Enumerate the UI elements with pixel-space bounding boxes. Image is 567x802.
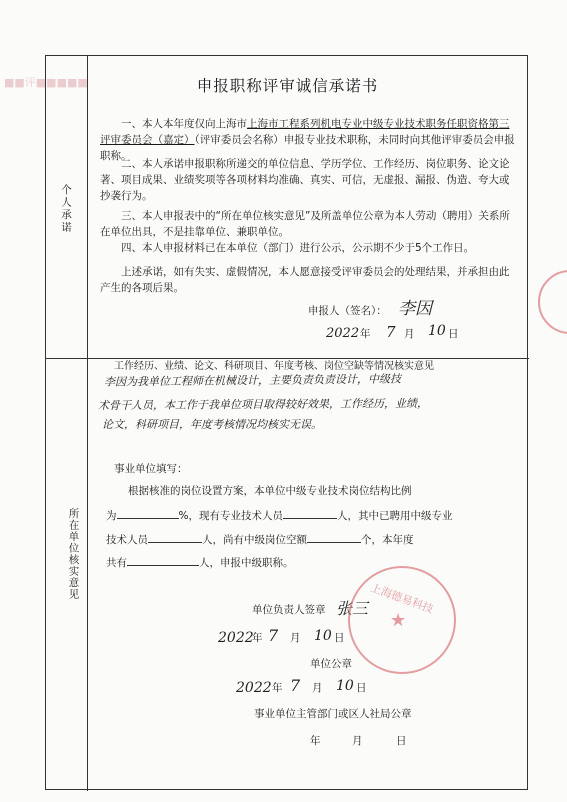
pledge-date-year: 2022	[326, 326, 360, 341]
seal-date-month-unit: 月	[312, 682, 323, 694]
form-title: 申报职称评审诚信承诺书	[196, 77, 379, 95]
fill-line-3	[106, 530, 516, 548]
unit-seal-label: 单位公章	[310, 658, 352, 670]
fill-line-1: 根据核准的岗位设置方案，本单位中级专业技术岗位结构比例	[128, 485, 412, 497]
fill-line-4-a: 共有	[106, 557, 127, 569]
unit-seal-text: 上海德易科技	[368, 581, 436, 616]
section-label-employer	[46, 358, 88, 791]
ratio-blank[interactable]	[117, 506, 179, 519]
pledge-date-day-unit: 日	[448, 328, 459, 340]
fill-line-3-a: 技术人员	[106, 534, 148, 546]
unit-seal	[348, 566, 456, 674]
hired-count-blank[interactable]	[148, 530, 202, 543]
leader-date-month: 7	[268, 626, 279, 645]
fill-line-4	[106, 553, 516, 571]
vacancy-blank[interactable]	[307, 530, 361, 543]
seal-date-day: 10	[336, 678, 354, 694]
authority-date-year-unit: 年	[310, 735, 321, 747]
bleed-through-text: ■■评■■■■■	[4, 76, 88, 89]
verify-handwritten-line-1: 李因为我单位工程师在机械设计，主要负责负责设计，中级技	[103, 372, 402, 389]
section-label-employer-text: 所在单位核实意见	[67, 508, 80, 600]
verify-handwritten-line-2: 术骨干人员，本工作于我单位项目取得较好效果，工作经历，业绩，	[97, 396, 429, 413]
committee-name: 上海市工程系列机电专业中级专业技术职务任职资格第三评审委员会（嘉定）	[100, 118, 510, 146]
unit-seal-star-icon: ★	[390, 610, 407, 631]
leader-date-month-unit: 月	[290, 632, 301, 644]
fill-line-4-b: 人，申报中级职称。	[199, 557, 294, 569]
leader-label: 单位负责人签章	[252, 604, 326, 616]
verify-heading: 工作经历、业绩、论文、科研项目、年度考核、岗位空缺等情况核实意见	[114, 361, 434, 372]
leader-date-day-unit: 日	[334, 632, 345, 644]
pledge-item-1-suffix: （评审委员会名称）申报专业技术职称，未同时向其他评审委员会申报职称。	[100, 134, 515, 162]
authority-date-day-unit: 日	[396, 735, 407, 747]
seal-date-day-unit: 日	[356, 682, 367, 694]
seal-date-year: 2022	[236, 680, 272, 696]
fill-line-2-a: 为	[106, 510, 117, 522]
pledge-item-3: 三、本人申报表中的“所在单位核实意见”及所盖单位公章为本人劳动（聘用）关系所在单位出具，不是挂靠单位、兼职单位。	[100, 210, 510, 238]
pledge-item-4: 四、本人申报材料已在本单位（部门）进行公示，公示期不少于5个工作日。	[121, 242, 475, 254]
pledge-date-month: 7	[386, 323, 396, 341]
verify-handwritten-line-3: 论文，科研项目，年度考核情况均核实无误。	[102, 418, 322, 431]
signer-label: 申报人（签名）：	[308, 305, 387, 317]
seal-date-month: 7	[290, 676, 301, 695]
section-label-personal	[46, 56, 88, 358]
fill-line-3-b: 人，尚有中级岗位空额	[202, 534, 307, 546]
staff-count-blank[interactable]	[283, 506, 337, 519]
seal-date-year-unit: 年	[272, 682, 283, 694]
fill-line-2-c: 人，其中已聘用中级专业	[336, 510, 453, 522]
pledge-item-2: 二、本人承诺申报职称所递交的单位信息、学历学位、工作经历、岗位职务、论文论著、项目成果、业绩奖项等各项材料均准确、真实、可信，无虚报、漏报、伪造、夸大或抄袭行为。	[100, 158, 510, 202]
section-label-personal-text: 个人承诺	[60, 184, 72, 234]
partial-stamp-right	[538, 270, 567, 334]
applicant-count-blank[interactable]	[127, 553, 199, 566]
authority-seal-label: 事业单位主管部门或区人社局公章	[254, 708, 412, 720]
pledge-date-month-unit: 月	[404, 328, 415, 340]
fill-line-2	[106, 506, 516, 524]
leader-signature: 张三	[336, 599, 369, 618]
pledge-form	[45, 55, 528, 790]
signer-signature: 李因	[398, 299, 432, 319]
pledge-summary: 上述承诺，如有失实、虚假情况，本人愿意接受评审委员会的处理结果，并承担由此产生的各项后果。	[100, 266, 510, 294]
pledge-item-1-prefix: 一、本人本年度仅向上海市	[121, 118, 247, 130]
pledge-date-day: 10	[428, 323, 446, 339]
pledge-date-year-unit: 年	[360, 328, 371, 340]
fill-line-2-b: %，现有专业技术人员	[178, 510, 283, 522]
authority-date-month-unit: 月	[352, 735, 363, 747]
leader-date-year: 2022	[218, 630, 254, 646]
fill-line-3-c: 个，本年度	[361, 534, 414, 546]
leader-date-day: 10	[314, 628, 332, 644]
leader-date-year-unit: 年	[252, 632, 263, 644]
fill-heading: 事业单位填写：	[114, 463, 188, 475]
